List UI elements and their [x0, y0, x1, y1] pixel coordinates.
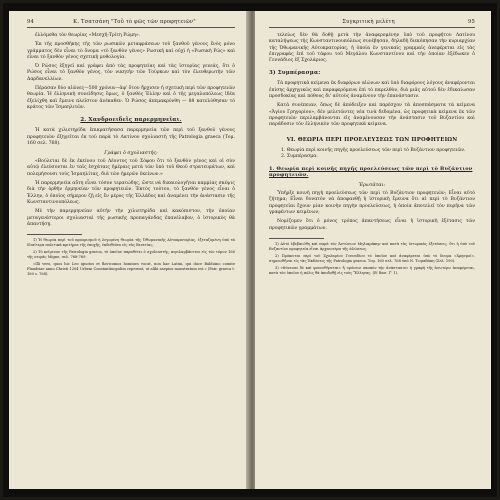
quote-label: Γράφει ὁ σχολιαστής:: [104, 151, 158, 157]
footnote: 1) Ἡ θεωρία περὶ τοῦ προορισμοῦ ἡ λεγομένη θεωρία τῆς Ὀθωμανικῆς Αὐτοκρατορίας, ἐξεταζομένη ὑπὸ τὰ ἰδιαίτερα πολιτικὰ κριτήρια τῆς ἐποχῆς, ἐκδοθεῖσα εἰς τὰς Βενετίας.: [27, 238, 235, 248]
list-item: 2. Συμπέρασμα.: [281, 153, 318, 159]
paragraph: τελείως δὲν θὰ δοθῇ μετὰ τὴν ἀναφερομένην ὑπὸ τοῦ προφήτου Λατίνου καταλήψεως τῆς Κωνσταντινουπόλεως συνέβησαν, δηλαδὴ διεκόπησαν τὴν κυριαρχίαν τῆς Ὀθωμανικῆς Αὐτοκρατορίας, ἡ ὁποία ἐν γενικαῖς γραμμαῖς ἀνεφέρεται εἰς τὰς ἐπιγραφὰς ἐπὶ τοῦ τάφου τοῦ Μεγάλου Κωνσταντίνου καὶ τὴν ὁποίαν ἐξέδωκεν ὁ Γεννάδιος ἐξ Σχολάριος.: [269, 33, 475, 64]
paragraph: «Βούλεται δὲ ἐκ ἐκείνου τοῦ Λέοντος τοῦ Σόφου ὅτι τὸ ξανθὸν γένος καὶ οἱ σὺν αὐτῷ ἐλεύσονται ἐν ταῖς ἐσχάταις ἡμέραις μετὰ τῶν ὑπὸ τοῦ Θεοῦ στρατευμάτων, καὶ πολεμήσουσι τοὺς Ἰσμαηλίτας, διὰ τῶν ἡμερῶν ἐκείνων.»: [27, 159, 235, 177]
right-running-head-text: Συγκριτικὴ μελέτη: [342, 19, 395, 25]
paragraph: Ἐκ τῆς προσθήκης τῆς τῶν ρωσικῶν μεταφράσεων τοῦ ξανθοῦ γένους ἕνὸς μόνο γράμματος δὲν εἶναι τὸ ὄνομα «τὸ ξανθὸν γένος» Ρωσικὴ καὶ οὐχὶ ἡ «Ρωσικὴ Ρώς» καὶ εἶναι τὸ ξανθὸν γένος σχετικὴ μυθολογία.: [27, 42, 235, 60]
left-page: [9, 11, 249, 489]
section-heading: 3) Συμπέρασμα:: [269, 70, 321, 77]
chapter-heading: VI. ΘΕΩΡΙΑ ΠΕΡΙ ΠΡΟΕΛΕΥΣΕΩΣ ΤΩΝ ΠΡΟΦΗΤΕΙΩΝ: [286, 136, 458, 143]
footnote-rule: [27, 234, 82, 235]
paragraph: Ὁ Ρώσος ἐξηγεῖ καὶ γράφει ἀπὸ τὰς προφητείας καὶ τὰς ἱστορίας γενεάς, ὅτι ὁ Ρώσος εἶναι τὸ ξανθὸν γένος, τὸν νικητὴν τῶν Τούρκων καὶ τὸν ἐλευθερωτὴν τῶν Δαρδανελλίων.: [27, 64, 235, 82]
list-item: 1. Θεωρία περὶ κοινῆς πηγῆς προελεύσεως τῶν περὶ τὸ Βυζάντιον προφητειῶν.: [281, 147, 466, 153]
paragraph: ἑλλόμεθα τὸν θεωρίας «Μεσχῆ-Τρίτη Ρώμη».: [35, 33, 141, 38]
quote-label: Ἐρωτᾶται:: [358, 183, 386, 189]
footnote: 1) Αὐτὸ ἐβεβαιώθη καὶ παρὰ τὸν Ἀντώνιον Μηλιαράκην καὶ κατὰ τὰς ἱστορικὰς ἐξετάσεις, ὅτι ἡ ὑπὸ τοῦ Βυζαντίου προφητεία εἶναι ἀρχαιοτέρα τῆς ἀλώσεως.: [269, 241, 475, 251]
footnote-rule: [269, 238, 324, 239]
footnote: «Illi vero, quos hic Leo ignotos et flavicomos homines vocat, non hae Latini, qui duce Balduino comite Flandriae anno Christi 1204 Urbem Constantinopolim ceperunt, ut alibi saepius monstratum est.» (Patr. graeca t. 160 s. 768).: [27, 262, 235, 277]
right-page-number: 95: [467, 19, 475, 25]
section-heading: 2. Χανδροειδεῖς παρερμηνεῖαι.: [80, 117, 182, 124]
footnote: 2) Πρόκειται περὶ τοῦ Σχολαρίου Γενναδίου τὸ ὁποῖον καὶ ἀναφέρεται ὑπὸ τὸ ὄνομα «Χρησμοί», σημειωθῆναι εἰς τὰς Ἐκδόσεις τῆς Patrologia graeca. Τομ. 160 σελ. 768 ὑπὸ Ν. Τωμαδάκη (Σελ. 190).: [269, 253, 475, 263]
paragraph: Τὰ προφητικὰ κείμενα ἐκ διαφόρων αἰώνων καὶ ὑπὸ διαφόρους λόγους ἀναφέρονται ἐπίσης ἀρχηγικῶς καὶ παραφερόμενα ἐπὶ τὸ παρελθὸν, διὰ μιᾶς αὐτοῦ δὲν ἐδικαίωσαν προσδοκίας καὶ πόθους δι' αὐτοὺς ἀναμένουν τὴν ἐπανάστασιν.: [269, 81, 475, 100]
right-page: [255, 11, 491, 489]
paragraph: Πέρασαν δύο αἰῶνες—500 χρόνια—ἀφ' ὅτου ἤρχισεν ἡ σχετικὴ περὶ τῶν προφητειῶν θεωρία. Ἡ ἑλληνικὴ συνείδησις ὅμως, ὁ ξανθὸς Ἑλλην καὶ ὁ τῆς μεγαλοπόλεως ἰδέα ἐξελίχθη καὶ ἔμεινε πλεῖστον ἀνέκαθεν. Ὁ Ρώσος ἀπεμακρύνθη — 88 κατελύθησαν τὸ κράτος τῶν Ἰσμαηλιτῶν.: [27, 86, 235, 110]
footnote: 2) Τὸ κείμενον τῆς Patrologia graeca, τὸ ὁποῖον παραθέτει ὁ σχολιαστής, περιλαμβάνεται εἰς τὸν τόμον 160 τῆς σειρᾶς Migne, σελ. 768-769.: [27, 250, 235, 260]
paragraph: Μὲ τὴν παρερμηνείαν αὐτὴν τὴν χιλιετηρίδα καὶ κακόπιστον, τὴν ὁποίαν μεταγενέστεροι σχολιασταὶ τῆς ρωσικῆς προπαγάνδας ἐπανέλαβον, ὁ ἱστορικὸς θὰ ἀπαντήσῃ.: [27, 209, 235, 227]
paragraph: Ἡ κατὰ χιλιετηρίδα ἐπικρατήσασα παρερμηνεία τῶν περὶ τοῦ ξανθοῦ γένους προφητειῶν ἐξηγεῖται ἐκ τοῦ παρὰ τὸ Λατίνον σχολιαστὴ τῆς Patrologia graeca (Τομ. 160 σελ. 768).: [27, 128, 235, 146]
paragraph: Ὑπῆρξε κοινὴ πηγὴ προελεύσεως τῶν περὶ τὸ Βυζάντιον προφητειῶν; Εἶναι αὐτὸ ζήτημα; Εἶναι δυνατὸν νὰ ἀποφανθῇ ἡ ἱστορικὴ ἔρευνα ὅτι αἱ περὶ τὸ Βυζάντιον προφητεῖαι ἔχουν μίαν κοινὴν πηγὴν προελεύσεως, ἡ ὁποία ἀποτελεῖ τὸν πυρῆνα τῶν γραφέντων κειμένων;: [269, 191, 475, 216]
left-page-number: 94: [27, 19, 35, 25]
paragraph: Κατὰ συνέπειαν, ὅπως δὲ ἀπόδειξεν καὶ παρέσχον τὰ ἀποσπάσματα τὰ κείμενα «Ἁγίου Γρηγορίου», δὲν μελετῶντες νέα τινὰ δεδομένα, ὡς προφητικὰ κείμενα ἐκ τῶν προφητειῶν περιλαμβάνονται εἰς ἀναμένουσαν τὴν ἀνάστασιν τοῦ Βυζαντίου καὶ παράδοσιν τὸν ἑλληνικὸν τῶν προφητικὰ κείμενα.: [269, 103, 475, 128]
book-spread: [3, 3, 497, 497]
footnote: 3) «Φόνευσε δὲ καὶ φονευθήσεται» ἢ «φόνευε σκοπὸν τὴν ἀνάστασιν» ἡ γραφὴ τῆς ἀνωτέρω ἀναφέρεται, κατὰ τὸν ὁποῖον ἡ πόλις θὰ ἀποδοθῇ εἰς τοὺς Ἕλληνας. (Β' Βασ. Γ' 1).: [269, 265, 475, 275]
left-running-head-text: Κ. Τσατσάνη "Τοῦ τὸ φῶς τῶν προφητειῶν": [73, 19, 196, 25]
left-running-head: [27, 19, 235, 28]
subsection-heading: 1. Θεωρία περὶ κοινῆς πηγῆς προελεύσεως τῶν περὶ τὸ Βυζάντιον προφητειῶν.: [269, 166, 473, 179]
paragraph: Ἡ παρερμηνεία αὕτη εἶναι τόσον τερατώδης, ὥστε νὰ δικαιολογῆται καμμίας σκέψις διὰ τὴν ὁρθὴν ἑρμηνείαν τῶν προφητειῶν. Ἐκτὸς τούτου, τὸ ξανθὸν γένος εἶναι ὁ Ἑλλην, ὁ ὁποῖος σήμερον ζῇ εἰς ἕν μέρος τῆς Ἑλλάδος καὶ ἀναμένει τὴν ἀνάστασιν τῆς Κωνσταντινουπόλεως.: [27, 181, 235, 205]
paragraph: Νομίζομεν ὅτι ὁ μόνος τρόπος ἀπαντήσεως εἶναι ἡ ἱστορικὴ ἐξέτασις τῶν προφητικῶν γραμμάτων.: [269, 219, 475, 231]
right-running-head: [269, 19, 475, 28]
